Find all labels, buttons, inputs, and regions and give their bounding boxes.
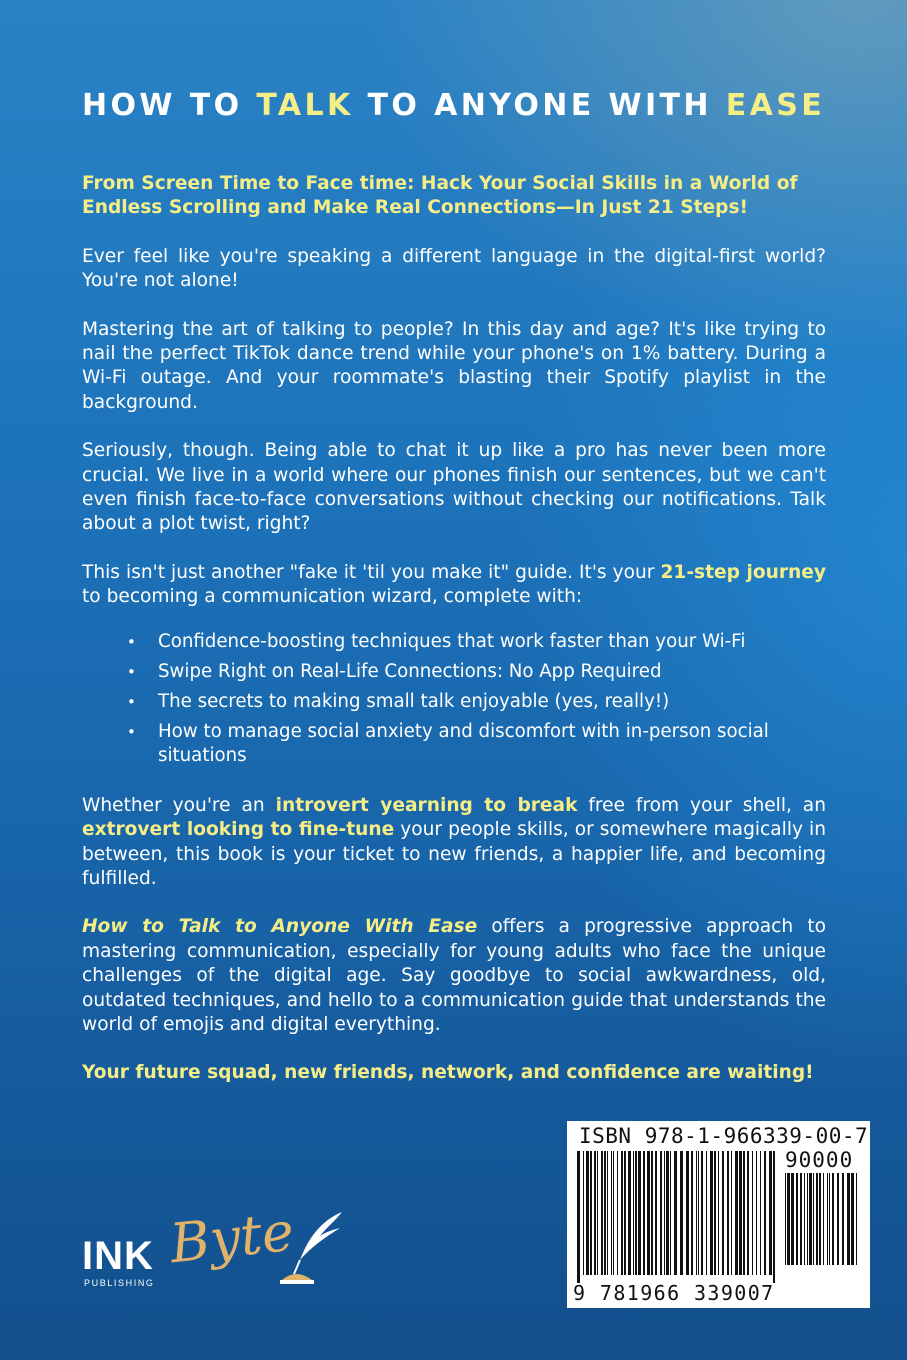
paragraph-5 [82, 794, 826, 892]
blurb-body [82, 172, 826, 1110]
isbn-barcode [567, 1121, 870, 1308]
lead-tagline: From Screen Time to Face time: Hack Your Social Skills in a World of Endless Scrolling and Make Real Connections—In Just 21 Steps! [82, 173, 798, 219]
list-item: • How to manage social anxiety and discomfort with in-person social situations [82, 720, 826, 768]
p4-text-after: to becoming a communication wizard, complete with: [82, 586, 583, 608]
feature-list [82, 630, 826, 768]
title-part-3: TO ANYONE WITH [353, 88, 726, 123]
p5-highlight-introvert: introvert yearning to break [275, 794, 578, 816]
paragraph-6 [82, 915, 826, 1037]
p4-highlight: 21-step journey [660, 561, 826, 583]
title-highlight-ease: EASE [725, 88, 826, 123]
p5-highlight-extrovert: extrovert looking to fine-tune [82, 819, 395, 841]
logo-script-text: Byte [167, 1199, 297, 1276]
title-highlight-talk: TALK [256, 88, 354, 123]
paragraph-4 [82, 561, 826, 610]
quill-icon [270, 1208, 350, 1288]
paragraph-1: Ever feel like you're speaking a different language in the digital-first world? You're not alone! [82, 245, 826, 292]
barcode-bars [577, 1151, 777, 1283]
addon-barcode-bars [785, 1173, 861, 1273]
isbn-digits: 9 781966 339007 [573, 1281, 775, 1305]
p5-text-1: Whether you're an [82, 794, 276, 816]
p5-text-3: your people skills, or somewhere magically in between, this book is your ticket to new friends, a happier life, and becoming fulfilled. [82, 819, 826, 889]
title-part-1: HOW TO [82, 88, 257, 123]
list-item: • Swipe Right on Real-Life Connections: No App Required [82, 660, 826, 684]
p6-text: offers a progressive approach to mastering communication, especially for young adults who face the unique challenges of the digital age. Say goodbye to social awkwardness, old, outdated techniques, and hello to a communication guide that understands the world of emojis and digital everything. [82, 916, 826, 1035]
price-code: 90000 [785, 1148, 854, 1172]
book-title [82, 88, 842, 123]
paragraph-3: Seriously, though. Being able to chat it up like a pro has never been more crucial. We live in a world where our phones finish our sentences, but we can't even finish face-to-face conversations without checking our notifications. Talk about a plot twist, right? [82, 440, 826, 535]
p6-book-title: How to Talk to Anyone With Ease [82, 916, 478, 938]
publisher-logo [82, 1199, 362, 1312]
list-item: • Confidence-boosting techniques that work faster than your Wi-Fi [82, 630, 826, 654]
closing-line: Your future squad, new friends, network, and confidence are waiting! [82, 1062, 814, 1084]
p5-text-2: free from your shell, an [577, 794, 826, 816]
list-item: • The secrets to making small talk enjoyable (yes, really!) [82, 690, 826, 714]
logo-ink-text: INK [82, 1234, 154, 1278]
p4-text-before: This isn't just another "fake it 'til you make it" guide. It's your [82, 561, 661, 583]
isbn-label: ISBN 978-1-966339-00-7 [579, 1124, 869, 1148]
paragraph-2: Mastering the art of talking to people? In this day and age? It's like trying to nail the perfect TikTok dance trend while your phone's on 1% battery. During a Wi-Fi outage. And your roommate's blasting their Spotify playlist in the background. [82, 318, 826, 413]
logo-publishing-text: PUBLISHING [84, 1278, 155, 1288]
